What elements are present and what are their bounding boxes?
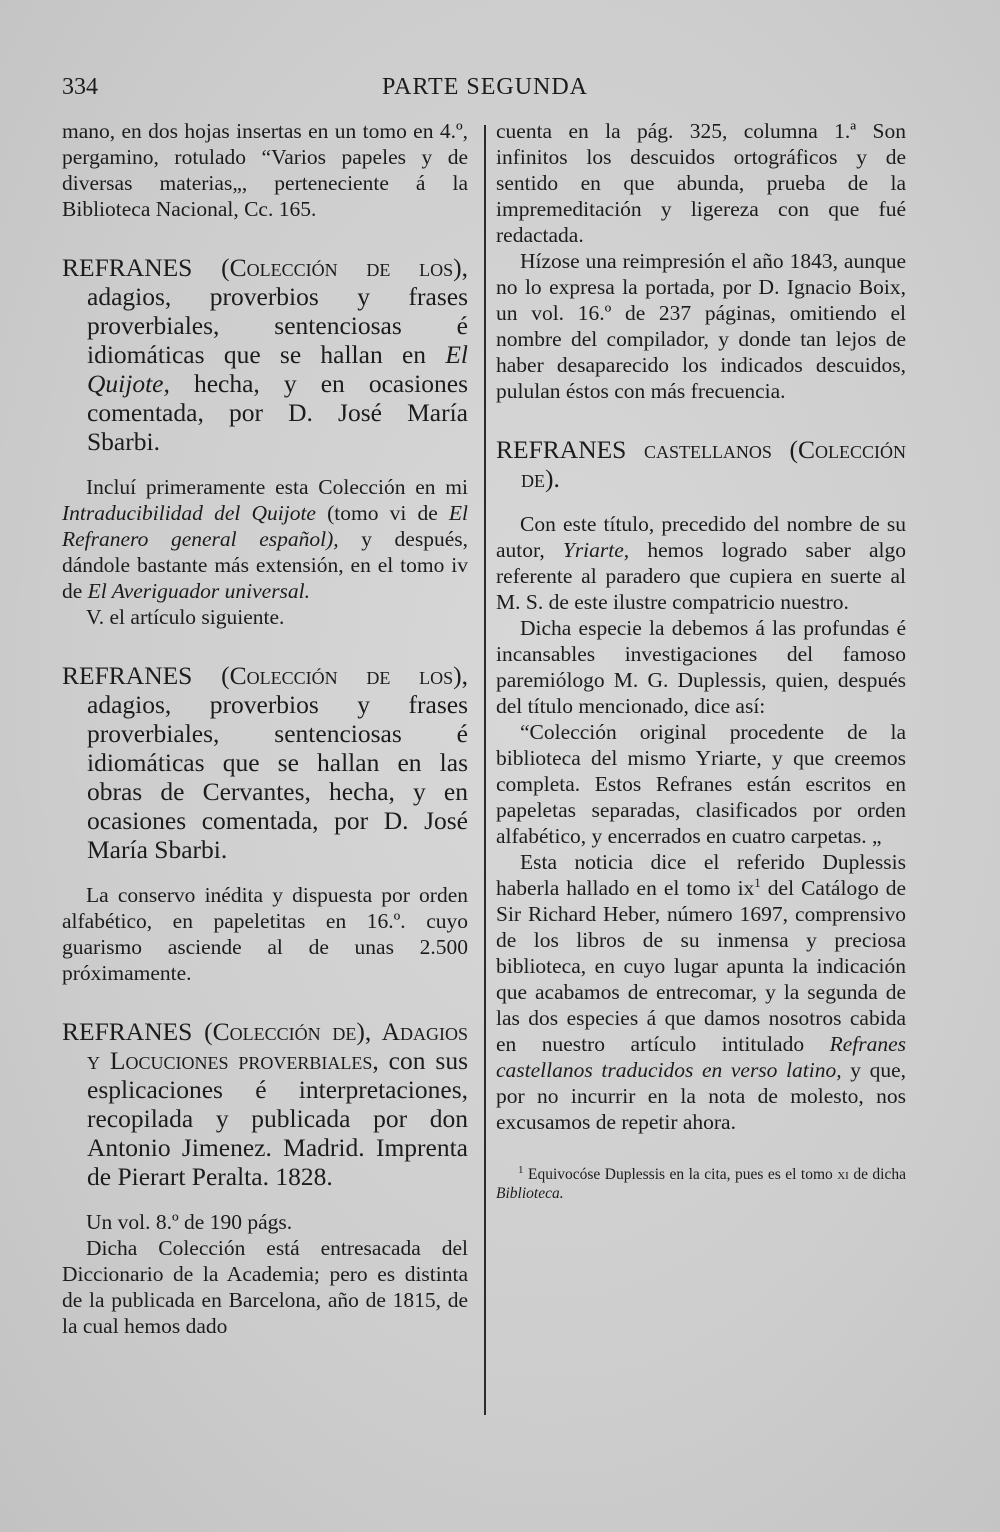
footnote-number: 1 <box>518 1163 524 1176</box>
left-paragraph-4: La conservo inédita y dispuesta por orden alfabético, en papeletitas en 16.º. cuyo guarismo asciende al de unas 2.500 próximamente. <box>62 883 468 985</box>
right-paragraph-5: “Colección original procedente de la biblioteca del mismo Yriarte, y que creemos completa. Estos Refranes están escritos en papeletas separadas, clasificados por orden alfabético, y encerrados en cuatro carpetas. „ <box>496 720 906 848</box>
page-header <box>62 74 908 114</box>
page-number: 334 <box>62 74 98 100</box>
entry-refranes-jimenez: REFRANES (Colección de), Adagios y Locuciones proverbiales, con sus esplicaciones é interpretaciones, recopilada y publicada por don Antonio Jimenez. Madrid. Imprenta de Pierart Peralta. 1828. <box>62 1017 468 1191</box>
entry-subhead: (Colección de), Adagios y Locuciones proverbiales, <box>87 1017 468 1075</box>
running-title: PARTE SEGUNDA <box>381 74 589 100</box>
left-paragraph-6: Dicha Colección está entresacada del Diccionario de la Academia; pero es distinta de la publicada en Barcelona, año de 1815, de la cual hemos dado <box>62 1236 468 1338</box>
left-paragraph-1: mano, en dos hojas insertas en un tomo en 4.º, pergamino, rotulado “Varios papeles y de diversas materias„, perteneciente á la Biblioteca Nacional, Cc. 165. <box>62 119 468 221</box>
entry-refranes-cervantes: REFRANES (Colección de los), adagios, proverbios y frases proverbiales, sentenciosas é idiomáticas que se hallan en las obras de Cervantes, hecha, y en ocasiones comentada, por D. José María Sbarbi. <box>62 661 469 864</box>
footnote-ref: 1 <box>754 874 761 890</box>
right-paragraph-6: Esta noticia dice el referido Duplessis haberla hallado en el tomo $ix^1$ del Catálogo de Sir Richard Heber, número 1697, comprensivo de los libros de su inmensa y preciosa biblioteca, en cuyo lugar apunta la indicación que acabamos de entrecomar, y la segunda de las dos especies á que damos nosotros cabida en nuestro artículo intitulado Refranes castellanos traducidos en verso latino, y que, por no incurrir en la nota de molesto, nos excusamos de repetir ahora. <box>496 850 906 1134</box>
entry-subhead: castellanos (Colección de). <box>521 435 906 493</box>
column-divider <box>484 125 486 1415</box>
left-paragraph-3: V. el artículo siguiente. <box>86 605 285 629</box>
entry-head: REFRANES <box>496 435 627 464</box>
right-column <box>496 118 906 1203</box>
entry-refranes-quijote: REFRANES (Colección de los), adagios, proverbios y frases proverbiales, sentenciosas é idiomáticas que se hallan en El Quijote, hecha, y en ocasiones comentada, por D. José María Sbarbi. <box>62 253 469 456</box>
left-column <box>62 118 468 1339</box>
left-paragraph-2: Incluí primeramente esta Colección en mi Intraducibilidad del Quijote (tomo vi de El Refranero general español), y después, dándole bastante más extensión, en el tomo iv de El Averiguador universal. <box>62 475 468 603</box>
right-paragraph-4: Dicha especie la debemos á las profundas é incansables investigaciones del famoso paremiólogo M. G. Duplessis, quien, después del título mencionado, dice así: <box>496 616 906 718</box>
right-paragraph-3: Con este título, precedido del nombre de su autor, Yriarte, hemos logrado saber algo referente al paradero que cupiera en suerte al M. S. de este ilustre compatricio nuestro. <box>496 512 906 614</box>
left-paragraph-5: Un vol. 8.º de 190 págs. <box>86 1210 293 1234</box>
entry-subhead: (Colección de los), <box>221 661 469 690</box>
entry-subhead: (Colección de los), <box>221 253 469 282</box>
entry-head: REFRANES <box>62 661 193 690</box>
entry-head: REFRANES <box>62 253 193 282</box>
entry-refranes-castellanos <box>496 435 906 493</box>
footnote: $^1$ Equivocóse Duplessis en la cita, pues es el tomo xi de dicha Biblioteca. <box>496 1163 906 1202</box>
right-paragraph-2: Hízose una reimpresión el año 1843, aunque no lo expresa la portada, por D. Ignacio Boix, un vol. 16.º de 237 páginas, omitiendo el nombre del compilador, y donde tan lejos de haber desaparecido los indicados descuidos, pululan éstos con más frecuencia. <box>496 249 906 403</box>
entry-head: REFRANES <box>62 1017 193 1046</box>
right-paragraph-1: cuenta en la pág. 325, columna 1.ª Son infinitos los descuidos ortográficos y de sentido en que abunda, prueba de la impremeditación y ligereza con que fué redactada. <box>496 119 906 247</box>
